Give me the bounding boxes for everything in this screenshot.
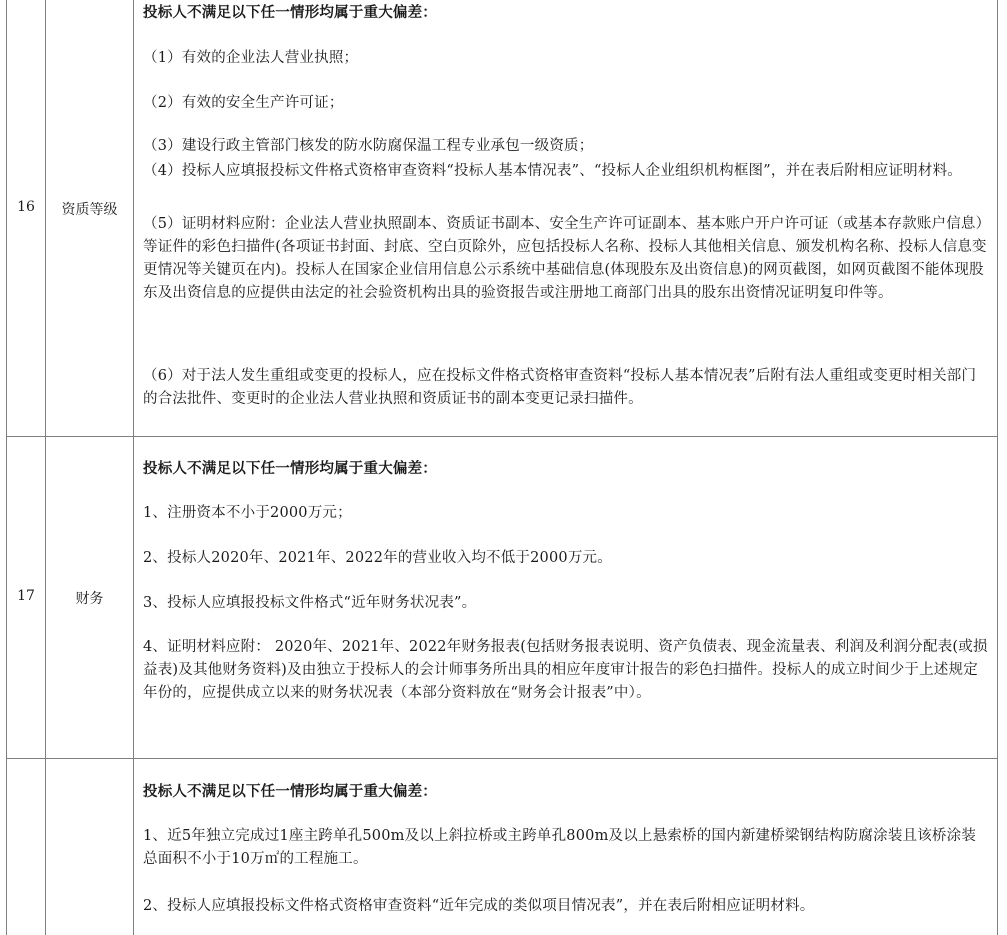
list-item: 2、投标人应填报投标文件格式资格审查资料“近年完成的类似项目情况表”，并在表后附相应证明材料。	[143, 898, 815, 914]
list-item: 2、投标人2020年、2021年、2022年的营业收入均不低于2000万元。	[143, 550, 612, 566]
row-category: 资质等级	[61, 202, 118, 218]
row-heading: 投标人不满足以下任一情形均属于重大偏差：	[143, 460, 437, 477]
column-divider	[133, 0, 134, 935]
list-item: （3）建设行政主管部门核发的防水防腐保温工程专业承包一级资质；	[143, 138, 594, 154]
table-border-left	[6, 0, 7, 935]
row-heading: 投标人不满足以下任一情形均属于重大偏差：	[143, 783, 437, 800]
list-item: （4）投标人应填报投标文件格式资格审查资料“投标人基本情况表”、“投标人企业组织机构框图”，并在表后附相应证明材料。	[143, 163, 962, 179]
row-number: 17	[17, 588, 35, 604]
list-item: （6）对于法人发生重组或变更的投标人，应在投标文件格式资格审查资料“投标人基本情况表”后附有法人重组或变更时相关部门的合法批件、变更时的企业法人营业执照和资质证书的副本变更记录扫描件。	[143, 368, 977, 407]
list-item: （1）有效的企业法人营业执照；	[143, 50, 359, 66]
list-item: 1、近5年独立完成过1座主跨单孔500m及以上斜拉桥或主跨单孔800m及以上悬索桥的国内新建桥梁钢结构防腐涂装且该桥涂装总面积不小于10万㎡的工程施工。	[143, 828, 977, 867]
row-category: 财务	[75, 591, 104, 607]
row-number: 16	[17, 199, 35, 215]
row-heading: 投标人不满足以下任一情形均属于重大偏差：	[143, 4, 437, 21]
row-divider	[6, 758, 998, 759]
row-divider	[6, 436, 998, 437]
list-item: 4、证明材料应附： 2020年、2021年、2022年财务报表(包括财务报表说明、资产负债表、现金流量表、利润及利润分配表(或损益表)及其他财务资料)及由独立于投标人的会计师事务所出具的相应年度审计报告的彩色扫描件。投标人的成立时间少于上述规定年份的，应提供成立以来的财务状况表（本部分资料放在“财务会计报表”中）。	[143, 639, 988, 701]
list-item: （2）有效的安全生产许可证；	[143, 95, 344, 111]
table-border-right	[997, 0, 998, 935]
list-item: （5）证明材料应附：企业法人营业执照副本、资质证书副本、安全生产许可证副本、基本账户开户许可证（或基本存款账户信息）等证件的彩色扫描件(各项证书封面、封底、空白页除外，应包括投标人名称、投标人其他相关信息、颁发机构名称、投标人信息变更情况等关键页在内)。投标人在国家企业信用信息公示系统中基础信息(体现股东及出资信息)的网页截图，如网页截图不能体现股东及出资信息的应提供由法定的社会验资机构出具的验资报告或注册地工商部门出具的股东出资情况证明复印件等。	[143, 216, 987, 301]
list-item: 1、注册资本不小于2000万元；	[143, 505, 352, 521]
list-item: 3、投标人应填报投标文件格式“近年财务状况表”。	[143, 595, 477, 611]
column-divider	[45, 0, 46, 935]
